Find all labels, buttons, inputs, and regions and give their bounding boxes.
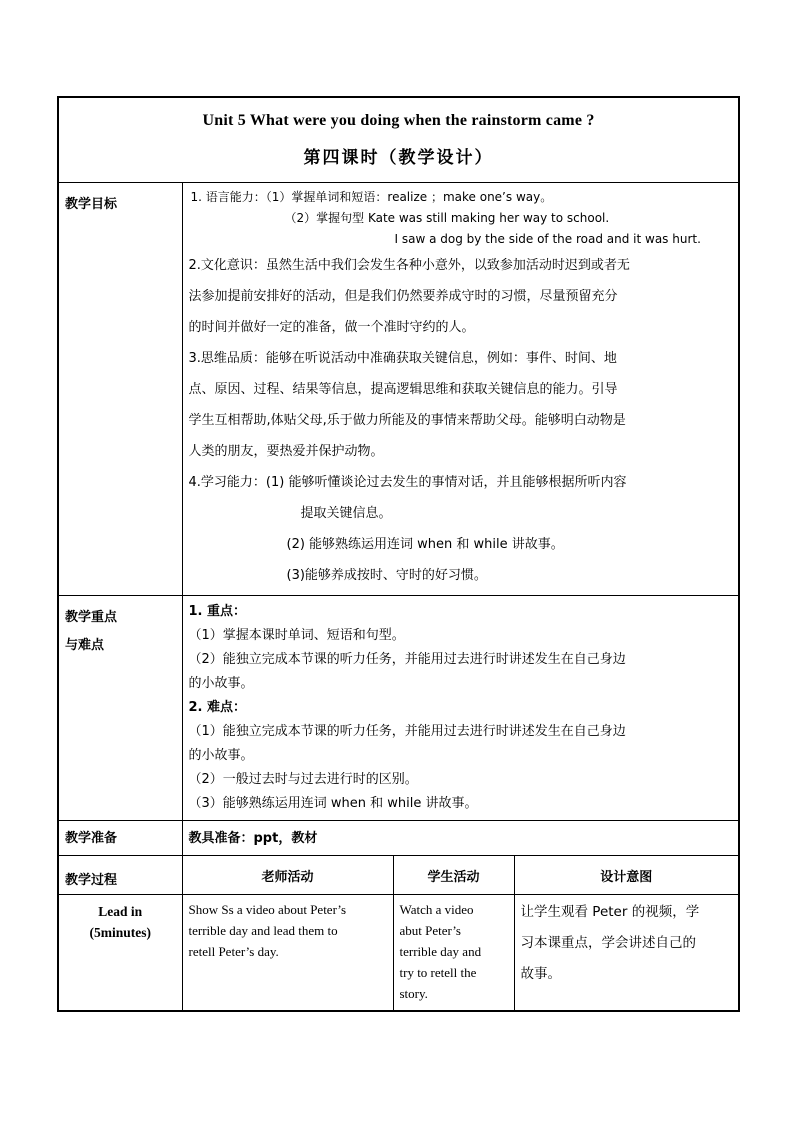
step-name [58, 895, 182, 1011]
title-cell [58, 97, 739, 183]
objective-line: 3.思维品质：能够在听说活动中准确获取关键信息，例如：事件、时间、地 [188, 351, 617, 366]
key-point-line: （2）能独立完成本节课的听力任务，并能用过去进行时讲述发生在自己身边 [188, 652, 626, 667]
objective-line: I saw a dog by the side of the road and it was hurt. [394, 232, 701, 246]
key-point-heading: 2. 难点： [188, 700, 247, 715]
student-activity-line: story. [399, 986, 428, 1001]
student-activity-line: terrible day and [399, 944, 482, 959]
objective-line: 2.文化意识：虽然生活中我们会发生各种小意外，以致参加活动时迟到或者无 [188, 258, 630, 273]
student-activity-header: 学生活动 [393, 856, 514, 895]
step-duration: (5minutes) [89, 925, 151, 940]
design-intent-line: 让学生观看 Peter 的视频，学 [520, 904, 700, 920]
process-header-row [58, 856, 739, 895]
design-intent [514, 895, 739, 1011]
objective-line: 法参加提前安排好的活动，但是我们仍然要养成守时的习惯，尽量预留充分 [188, 289, 618, 304]
key-point-heading: 1. 重点： [188, 604, 247, 619]
teacher-activity [182, 895, 393, 1011]
objective-line: 点、原因、过程、结果等信息，提高逻辑思维和获取关键信息的能力。引导 [188, 382, 618, 397]
objective-line: 提取关键信息。 [300, 506, 392, 521]
key-points-content [182, 596, 739, 821]
objectives-row [58, 183, 739, 596]
student-activity [393, 895, 514, 1011]
key-points-row [58, 596, 739, 821]
preparation-value: 教具准备：ppt，教材 [182, 821, 739, 856]
key-point-line: （2）一般过去时与过去进行时的区别。 [188, 772, 418, 787]
key-point-line: （1）能独立完成本节课的听力任务，并能用过去进行时讲述发生在自己身边 [188, 724, 626, 739]
title-english: Unit 5 What were you doing when the rainstorm came ? [202, 112, 595, 129]
key-points-label [58, 596, 182, 821]
key-point-line: （3）能够熟练运用连词 when 和 while 讲故事。 [188, 796, 478, 811]
teacher-activity-line: retell Peter’s day. [188, 944, 279, 959]
lesson-plan-table [57, 96, 740, 1012]
objective-line: (3)能够养成按时、守时的好习惯。 [286, 568, 487, 583]
student-activity-line: abut Peter’s [399, 923, 461, 938]
student-activity-line: Watch a video [399, 902, 474, 917]
objective-line: （2）掌握句型 Kate was still making her way to school. [284, 211, 610, 225]
step-title: Lead in [98, 904, 143, 919]
process-row-lead-in [58, 895, 739, 1011]
title-chinese: 第四课时（教学设计） [303, 148, 494, 168]
objective-line: (2) 能够熟练运用连词 when 和 while 讲故事。 [286, 537, 564, 552]
key-point-line: （1）掌握本课时单词、短语和句型。 [188, 628, 405, 643]
design-intent-line: 故事。 [520, 966, 561, 982]
design-intent-header: 设计意图 [514, 856, 739, 895]
teacher-activity-header: 老师活动 [182, 856, 393, 895]
student-activity-line: try to retell the [399, 965, 477, 980]
objectives-content [182, 183, 739, 596]
design-intent-line: 习本课重点，学会讲述自己的 [520, 935, 696, 951]
key-point-line: 的小故事。 [188, 748, 254, 763]
objective-line: 学生互相帮助,体贴父母,乐于做力所能及的事情来帮助父母。能够明白动物是 [188, 413, 626, 428]
key-points-label-line1: 教学重点 [65, 610, 118, 625]
objective-line: 1. 语言能力：（1）掌握单词和短语：realize ；make one’s way。 [190, 190, 553, 204]
objectives-label: 教学目标 [58, 183, 182, 596]
objective-line: 的时间并做好一定的准备，做一个准时守约的人。 [188, 320, 475, 335]
title-row [58, 97, 739, 183]
preparation-label: 教学准备 [58, 821, 182, 856]
objective-line: 4.学习能力：(1) 能够听懂谈论过去发生的事情对话，并且能够根据所听内容 [188, 475, 627, 490]
key-point-line: 的小故事。 [188, 676, 254, 691]
key-points-label-line2: 与难点 [65, 638, 105, 653]
objective-line: 人类的朋友，要热爱并保护动物。 [188, 444, 384, 459]
process-label: 教学过程 [58, 856, 182, 895]
preparation-row [58, 821, 739, 856]
teacher-activity-line: terrible day and lead them to [188, 923, 338, 938]
teacher-activity-line: Show Ss a video about Peter’s [188, 902, 347, 917]
